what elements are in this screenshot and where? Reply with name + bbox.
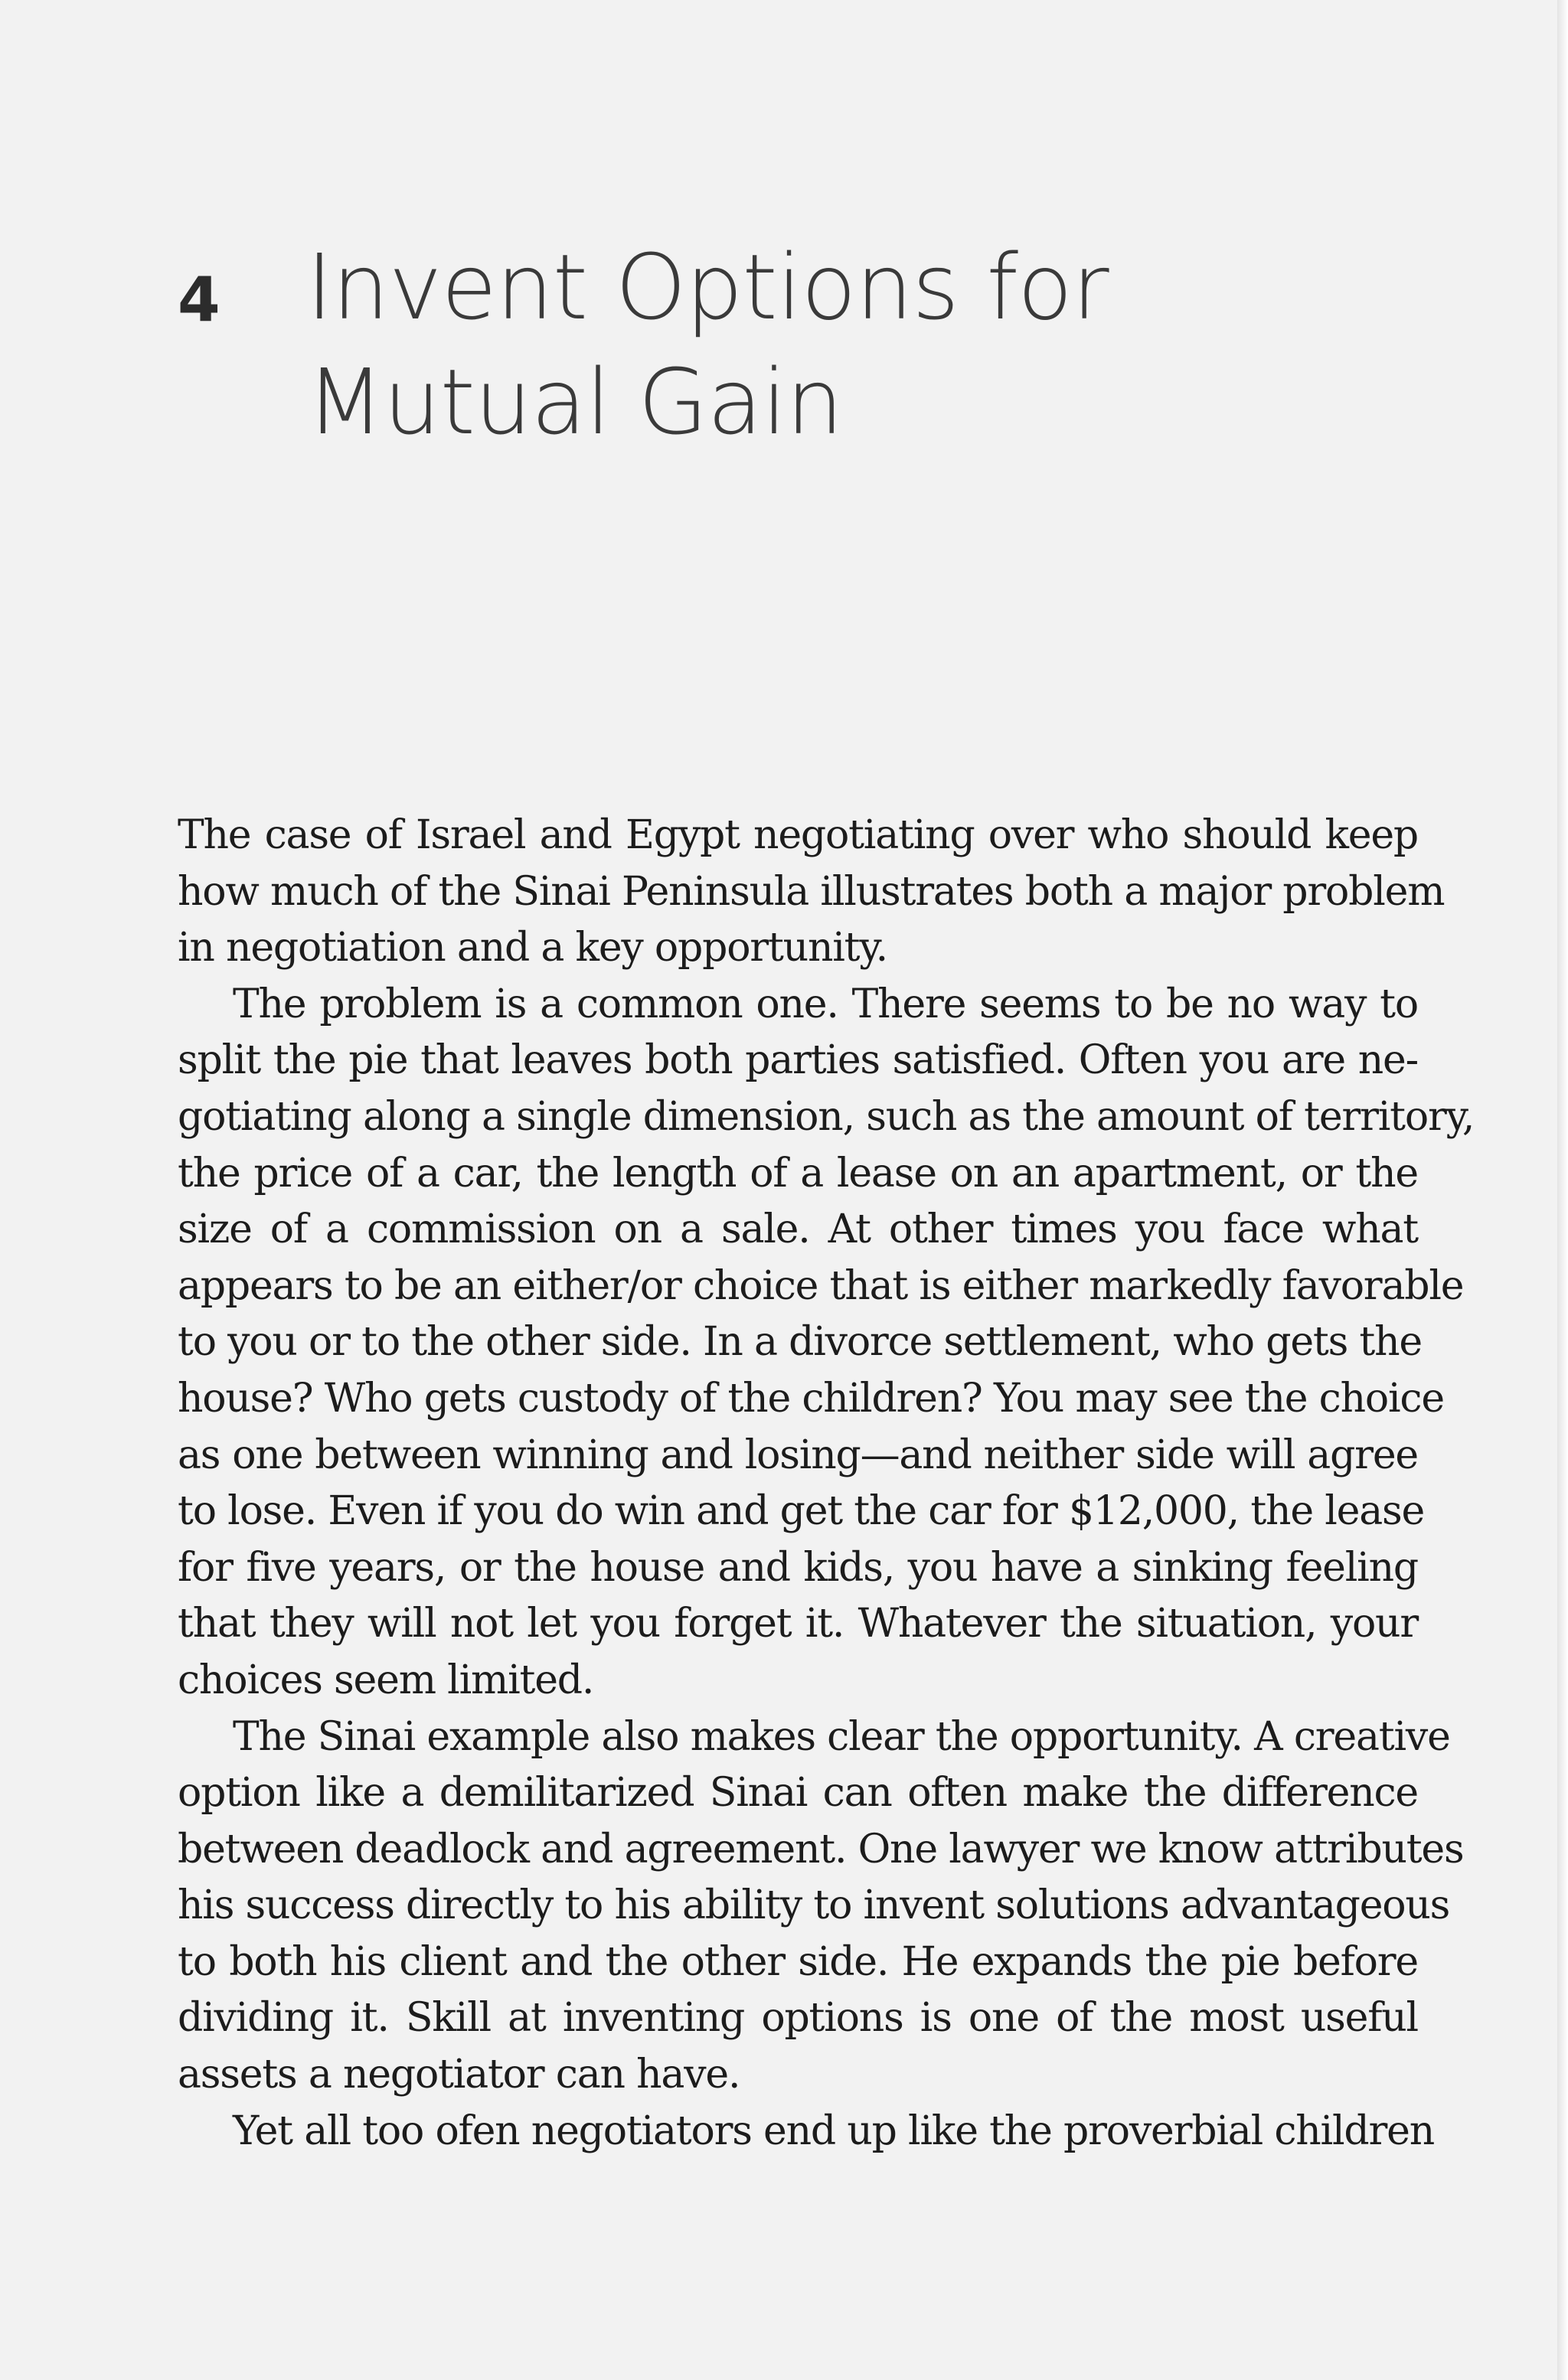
text-line: as one between winning and losing—and neither side will agree <box>178 1432 1418 1478</box>
page-edge <box>1557 0 1568 2380</box>
chapter-title <box>306 230 1109 459</box>
text-line: option like a demilitarized Sinai can often make the difference <box>178 1770 1418 1817</box>
text-line: that they will not let you forget it. Whatever the situation, your <box>178 1601 1418 1647</box>
text-line: assets a negotiator can have. <box>178 2052 740 2098</box>
chapter-title-line-1: Invent Options for <box>306 234 1109 340</box>
text-line: gotiating along a single dimension, such as the amount of territory, <box>178 1093 1475 1140</box>
text-line: appears to be an either/or choice that is either markedly favorable <box>178 1262 1464 1309</box>
text-line: his success directly to his ability to invent solutions advantageous <box>178 1882 1450 1929</box>
text-line: choices seem limited. <box>178 1657 594 1703</box>
text-line: between deadlock and agreement. One lawyer we know attributes <box>178 1826 1464 1872</box>
chapter-title-line-2: Mutual Gain <box>306 349 843 455</box>
chapter-number: 4 <box>178 264 220 335</box>
text-line: how much of the Sinai Peninsula illustrates both a major problem <box>178 868 1445 915</box>
text-line: size of a commission on a sale. At other times you face what <box>178 1206 1418 1253</box>
text-line: the price of a car, the length of a lease on an apartment, or the <box>178 1150 1418 1197</box>
text-line: The problem is a common one. There seems to be no way to <box>233 981 1418 1027</box>
text-line: Yet all too ofen negotiators end up like the proverbial children <box>233 2107 1435 2154</box>
text-line: dividing it. Skill at inventing options is one of the most useful <box>178 1995 1418 2042</box>
text-line: house? Who gets custody of the children? You may see the choice <box>178 1375 1444 1422</box>
text-line: to lose. Even if you do win and get the car for $12,000, the lease <box>178 1488 1425 1535</box>
text-line: for five years, or the house and kids, you have a sinking feeling <box>178 1544 1418 1591</box>
text-line: to you or to the other side. In a divorce settlement, who gets the <box>178 1319 1422 1366</box>
text-line: split the pie that leaves both parties satisfied. Often you are ne- <box>178 1037 1418 1084</box>
body-text <box>178 808 1475 2160</box>
text-line: The case of Israel and Egypt negotiating over who should keep <box>178 812 1418 858</box>
text-line: to both his client and the other side. He expands the pie before <box>178 1938 1418 1985</box>
text-line: in negotiation and a key opportunity. <box>178 925 887 971</box>
text-line: The Sinai example also makes clear the opportunity. A creative <box>233 1713 1450 1760</box>
